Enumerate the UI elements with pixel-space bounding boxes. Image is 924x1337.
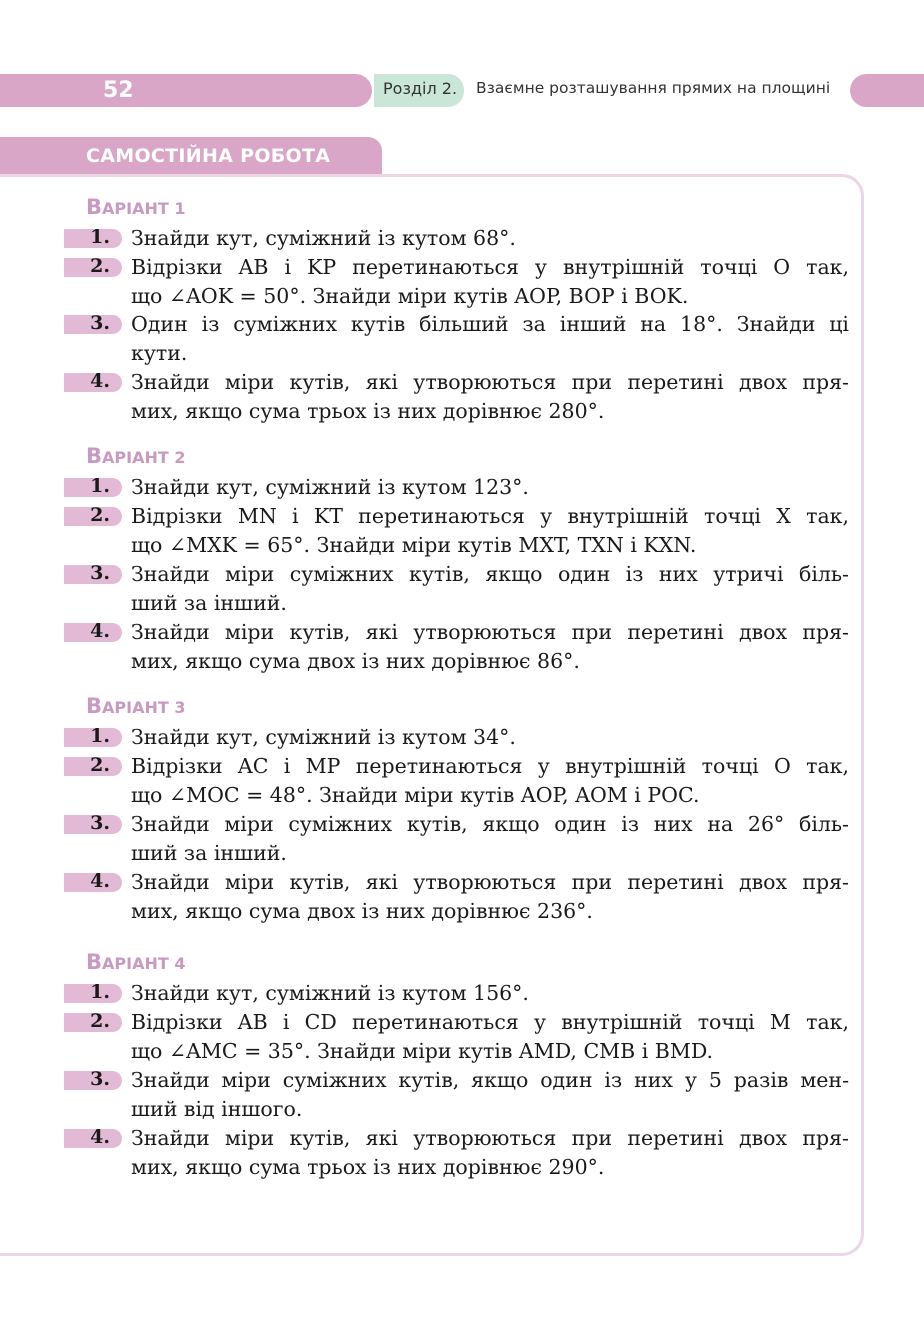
task-line: мих, якщо сума трьох із них дорівнює 280°. [131, 399, 605, 423]
variant-heading-initial: В [86, 444, 103, 468]
task-number: 4. [90, 370, 110, 392]
task-number-badge [64, 226, 122, 248]
task-number: 1. [90, 226, 110, 248]
task-number-badge [64, 725, 122, 747]
variant-heading-initial: В [86, 195, 103, 219]
task-number-badge [64, 255, 122, 277]
variant-heading-initial: В [86, 694, 103, 718]
variant-1-heading [86, 195, 185, 219]
task-line: Відрізки AB і KP перетинаються у внутрішній точці O так, [131, 255, 849, 279]
task-line: що ∠AOK = 50°. Знайди міри кутів AOP, BOP і BOK. [131, 284, 689, 308]
variant-heading-rest: АРІАНТ 2 [102, 448, 186, 467]
header-band-left [0, 74, 372, 107]
header-band-right [850, 74, 924, 107]
task-number: 4. [90, 870, 110, 892]
task-line: Знайди міри кутів, які утворюються при перетині двох пря- [131, 1126, 849, 1150]
task-line: ший за інший. [131, 841, 287, 865]
task-line: Знайди міри суміжних кутів, якщо один із них у 5 разів мен- [131, 1068, 849, 1092]
task-line: ший за інший. [131, 591, 287, 615]
task-number-badge [64, 754, 122, 776]
task-number-badge [64, 981, 122, 1003]
task-number-badge [64, 1010, 122, 1032]
task-line: що ∠MOC = 48°. Знайди міри кутів AOP, AOM і POC. [131, 783, 700, 807]
task-line: що ∠MXK = 65°. Знайди міри кутів MXT, TXN і KXN. [131, 533, 697, 557]
task-number-badge [64, 475, 122, 497]
task-line: Один із суміжних кутів більший за інший на 18°. Знайди ці [131, 312, 849, 336]
task-line: кути. [131, 341, 188, 365]
task-number-badge [64, 312, 122, 334]
task-line: мих, якщо сума двох із них дорівнює 236°. [131, 899, 593, 923]
page-number: 52 [103, 78, 134, 103]
variant-2-heading [86, 444, 185, 468]
task-line: Відрізки MN і KT перетинаються у внутрішній точці X так, [131, 504, 849, 528]
task-line: Знайди кут, суміжний із кутом 156°. [131, 981, 529, 1005]
task-line: Відрізки AC і MP перетинаються у внутрішній точці O так, [131, 754, 849, 778]
task-line: Знайди міри суміжних кутів, якщо один із них на 26° біль- [131, 812, 849, 836]
task-number: 1. [90, 725, 110, 747]
task-number: 3. [90, 562, 110, 584]
task-number-badge [64, 370, 122, 392]
task-line: мих, якщо сума двох із них дорівнює 86°. [131, 649, 580, 673]
task-number: 2. [90, 754, 110, 776]
variant-3-heading [86, 694, 185, 718]
task-line: ший від іншого. [131, 1097, 303, 1121]
task-line: що ∠AMC = 35°. Знайди міри кутів AMD, CMB і BMD. [131, 1039, 714, 1063]
variant-heading-rest: АРІАНТ 4 [102, 954, 186, 973]
task-number: 3. [90, 812, 110, 834]
task-number-badge [64, 1068, 122, 1090]
chapter-title: Взаємне розташування прямих на площині [476, 79, 831, 97]
chapter-label: Розділ 2. [383, 79, 458, 98]
task-number: 3. [90, 1068, 110, 1090]
variant-heading-rest: АРІАНТ 3 [102, 698, 186, 717]
task-line: Знайди кут, суміжний із кутом 34°. [131, 725, 516, 749]
task-number: 4. [90, 620, 110, 642]
task-number: 3. [90, 312, 110, 334]
variant-4-heading [86, 950, 185, 974]
task-line: Знайди міри кутів, які утворюються при перетині двох пря- [131, 370, 849, 394]
task-number-badge [64, 1126, 122, 1148]
task-number-badge [64, 504, 122, 526]
section-title: САМОСТІЙНА РОБОТА [86, 145, 331, 167]
task-line: Знайди кут, суміжний із кутом 123°. [131, 475, 529, 499]
task-number: 2. [90, 504, 110, 526]
task-number: 1. [90, 981, 110, 1003]
task-number: 1. [90, 475, 110, 497]
task-line: Знайди кут, суміжний із кутом 68°. [131, 226, 516, 250]
task-number: 2. [90, 255, 110, 277]
task-line: Знайди міри суміжних кутів, якщо один із них утричі біль- [131, 562, 849, 586]
task-line: Знайди міри кутів, які утворюються при перетині двох пря- [131, 620, 849, 644]
task-number-badge [64, 870, 122, 892]
task-line: Відрізки AB і CD перетинаються у внутрішній точці M так, [131, 1010, 849, 1034]
task-number-badge [64, 562, 122, 584]
variant-heading-initial: В [86, 950, 103, 974]
variant-heading-rest: АРІАНТ 1 [102, 199, 186, 218]
task-number: 4. [90, 1126, 110, 1148]
task-number-badge [64, 620, 122, 642]
task-number-badge [64, 812, 122, 834]
task-number: 2. [90, 1010, 110, 1032]
task-line: мих, якщо сума трьох із них дорівнює 290°. [131, 1155, 605, 1179]
task-line: Знайди міри кутів, які утворюються при перетині двох пря- [131, 870, 849, 894]
